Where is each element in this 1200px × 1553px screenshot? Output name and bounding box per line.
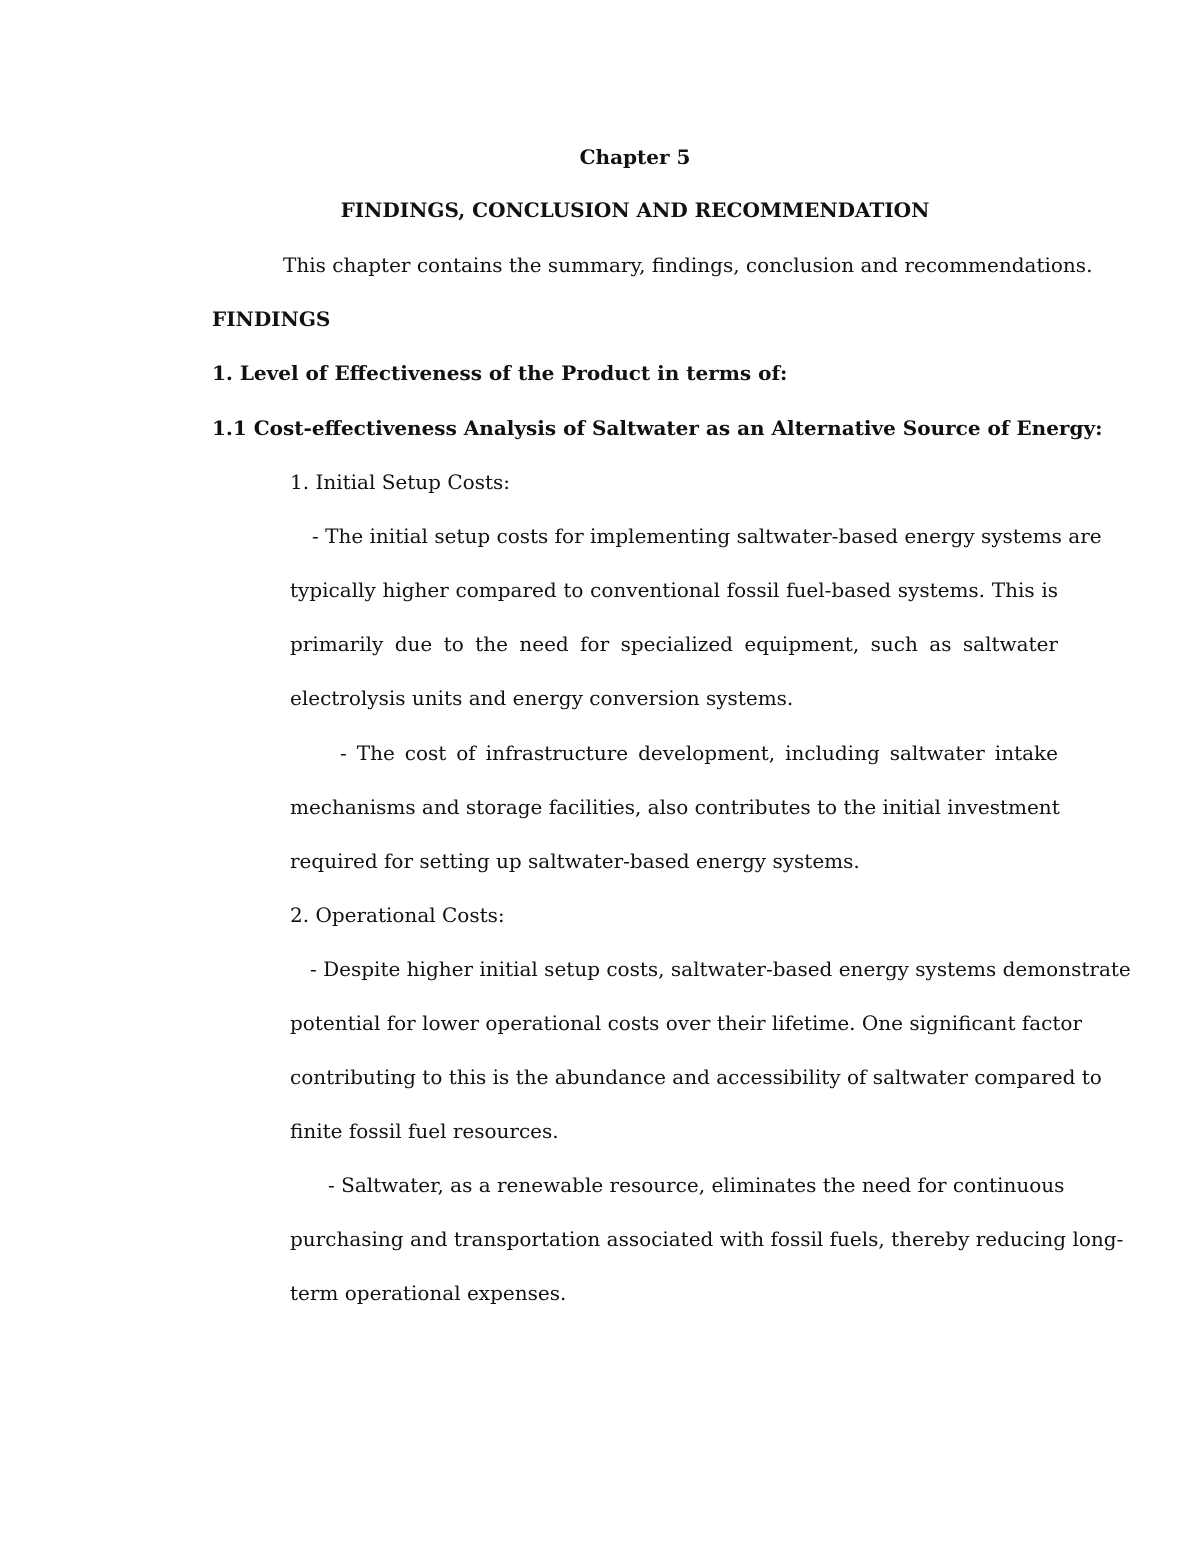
item-1-para-1-line-3: primarily due to the need for specialized equipment, such as saltwater xyxy=(290,632,1058,656)
item-2-para-2-line-1: - Saltwater, as a renewable resource, eliminates the need for continuous xyxy=(328,1173,1065,1197)
heading-1: 1. Level of Effectiveness of the Product in terms of: xyxy=(212,361,788,385)
item-1-para-2-line-2: mechanisms and storage facilities, also contributes to the initial investment xyxy=(290,795,1060,819)
item-2-para-1-line-2: potential for lower operational costs over their lifetime. One significant factor xyxy=(290,1011,1083,1035)
section-heading: FINDINGS xyxy=(212,307,331,331)
heading-1-1: 1.1 Cost-effectiveness Analysis of Saltwater as an Alternative Source of Energy: xyxy=(212,416,1103,440)
item-2-title: 2. Operational Costs: xyxy=(290,903,505,927)
intro-paragraph: This chapter contains the summary, findings, conclusion and recommendations. xyxy=(283,253,1093,277)
item-2-para-1-line-3: contributing to this is the abundance and accessibility of saltwater compared to xyxy=(290,1065,1102,1089)
item-1-para-2-line-1: - The cost of infrastructure development, including saltwater intake xyxy=(340,741,1058,765)
chapter-title: FINDINGS, CONCLUSION AND RECOMMENDATION xyxy=(340,198,930,222)
item-1-para-2-line-3: required for setting up saltwater-based energy systems. xyxy=(290,849,860,873)
item-2-para-2-line-3: term operational expenses. xyxy=(290,1281,567,1305)
chapter-label: Chapter 5 xyxy=(579,145,691,169)
item-1-title: 1. Initial Setup Costs: xyxy=(290,470,510,494)
item-2-para-1-line-4: finite fossil fuel resources. xyxy=(290,1119,559,1143)
item-2-para-1-line-1: - Despite higher initial setup costs, saltwater-based energy systems demonstrate xyxy=(310,957,1131,981)
item-1-para-1-line-2: typically higher compared to conventional fossil fuel-based systems. This is xyxy=(290,578,1058,602)
item-2-para-2-line-2: purchasing and transportation associated with fossil fuels, thereby reducing long- xyxy=(290,1227,1124,1251)
item-1-para-1-line-4: electrolysis units and energy conversion systems. xyxy=(290,686,794,710)
item-1-para-1-line-1: - The initial setup costs for implementing saltwater-based energy systems are xyxy=(312,524,1102,548)
